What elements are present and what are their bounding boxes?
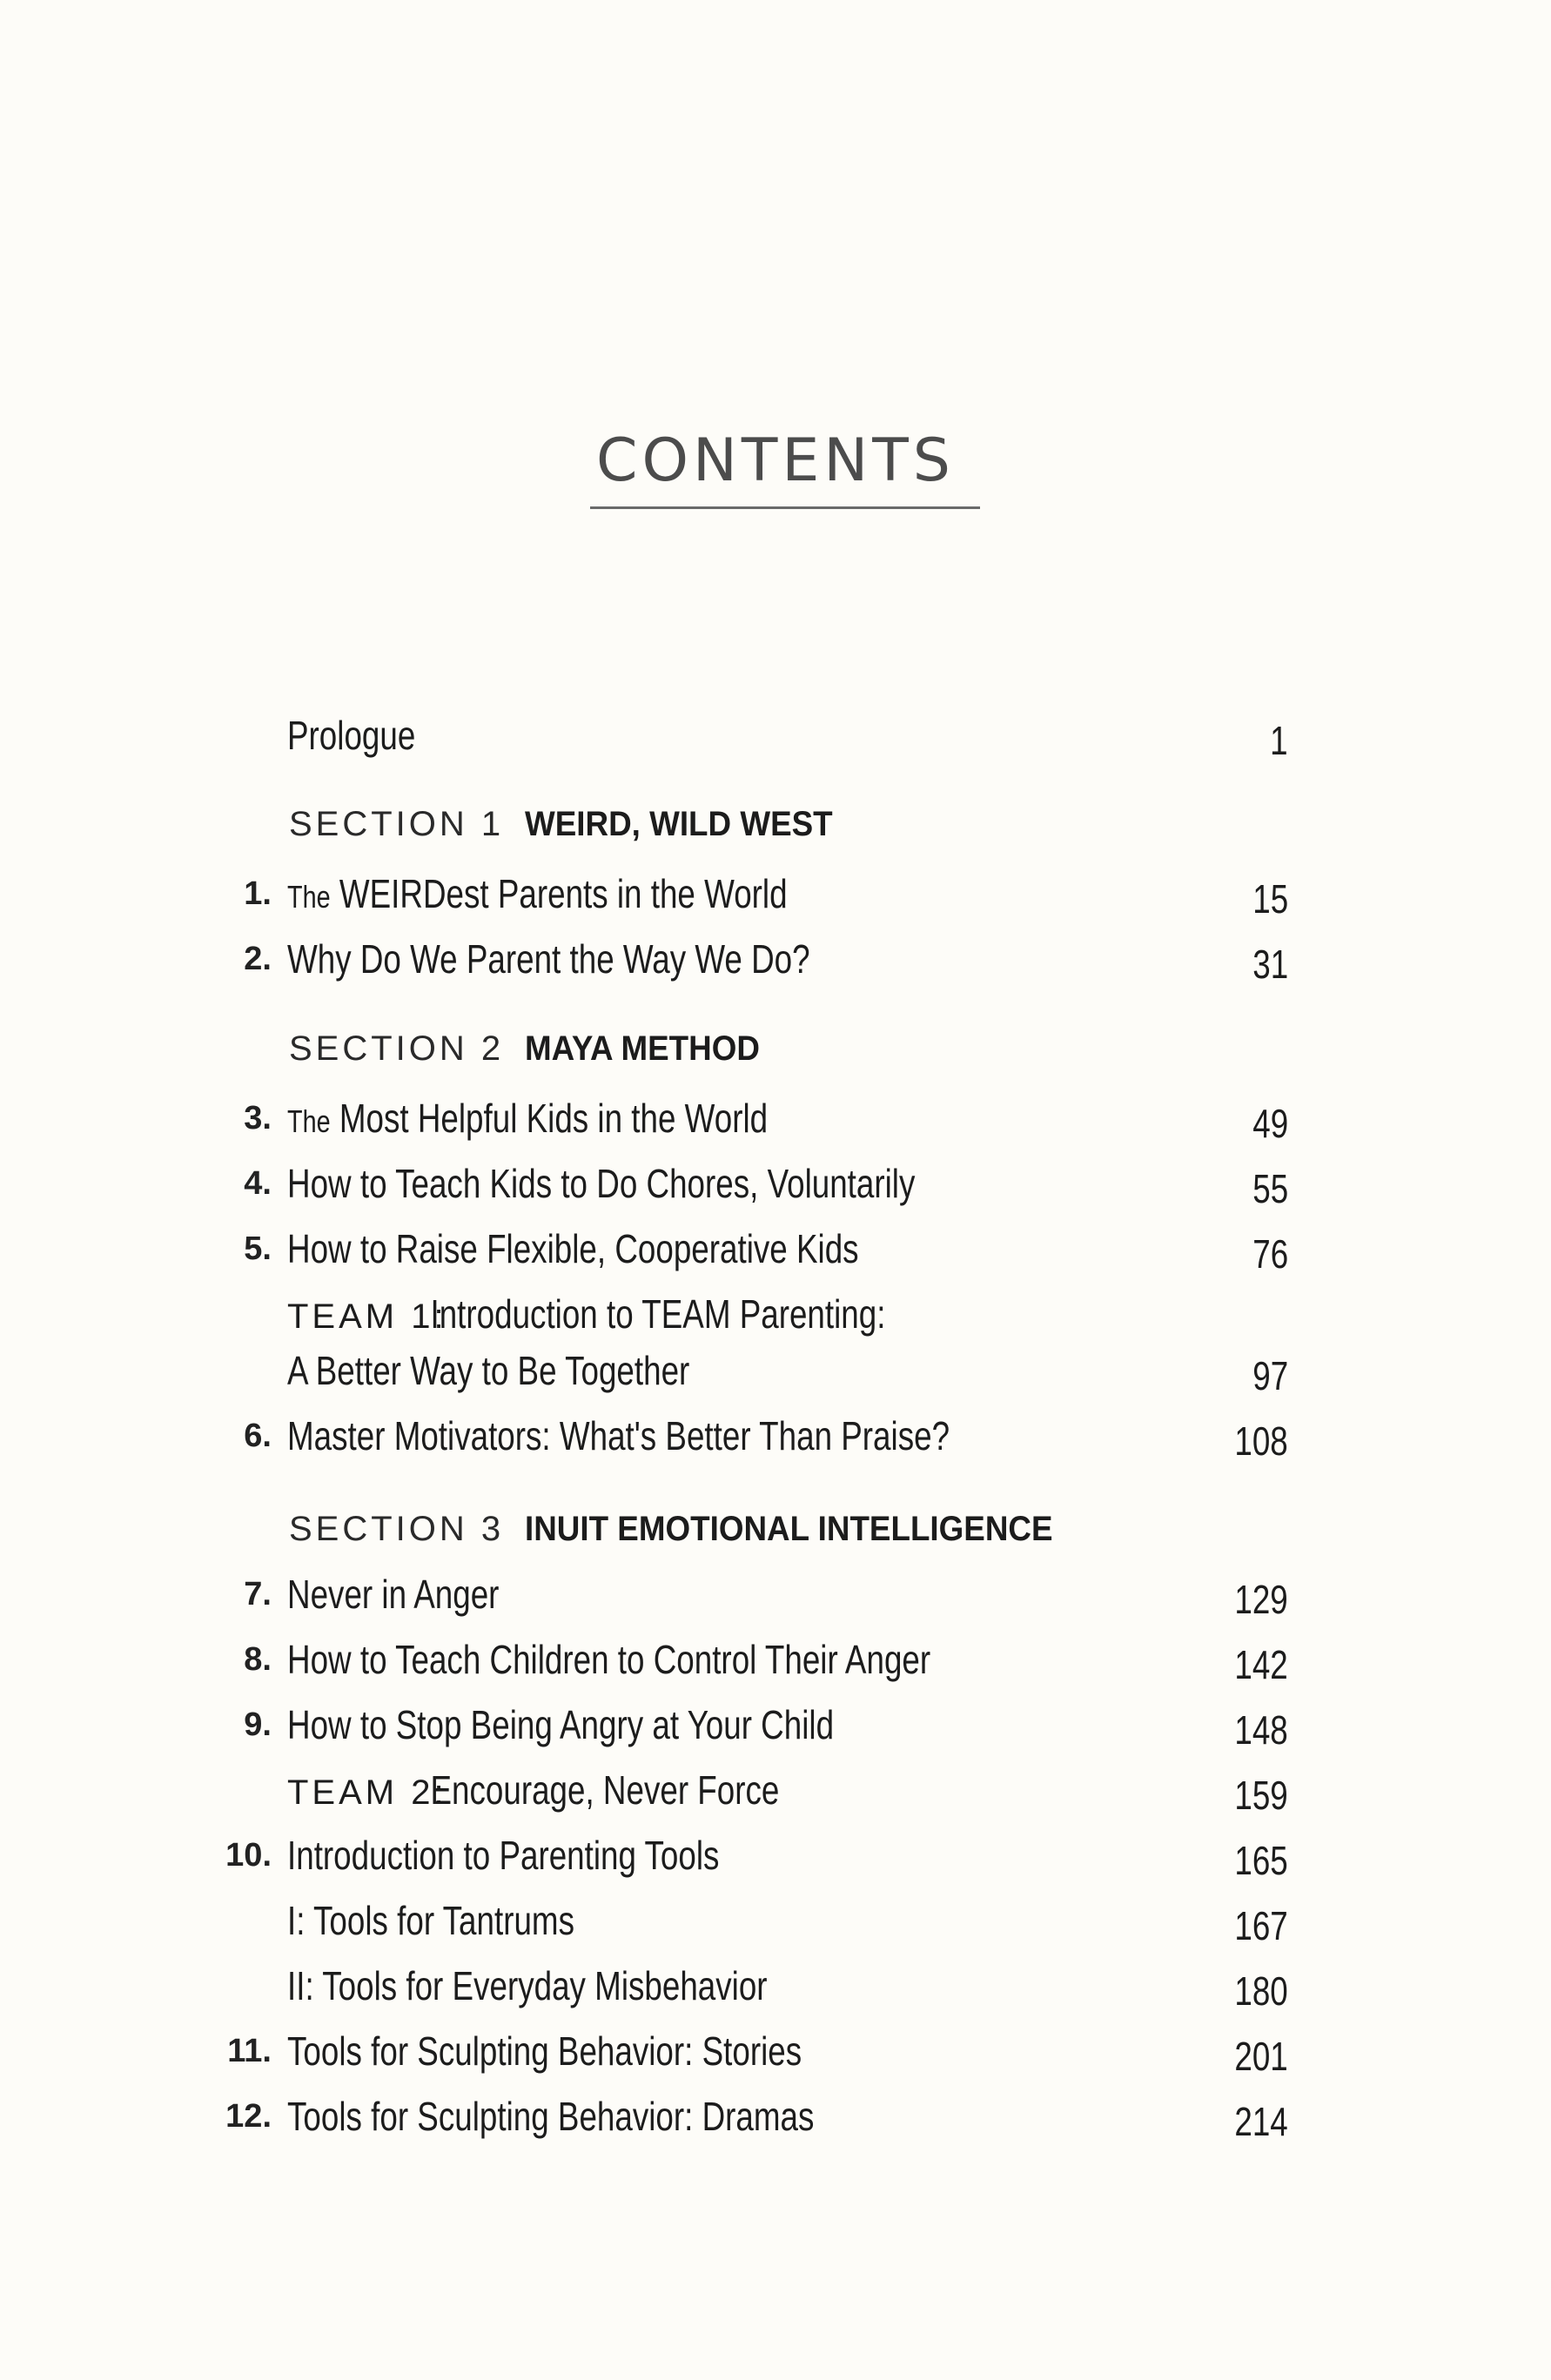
toc-entry (0, 1347, 1551, 1399)
chapter-number: 6. (244, 1418, 272, 1454)
title-text: Tools for Sculpting Behavior: Dramas (287, 2094, 815, 2139)
page-number: 159 (1234, 1773, 1288, 1818)
section-heading (289, 805, 1333, 857)
toc-entry (0, 1095, 1551, 1147)
chapter-number: 9. (244, 1706, 272, 1743)
toc-entry (0, 1160, 1551, 1212)
section-heading (289, 1510, 1333, 1562)
team-label: TEAM 1: (287, 1297, 447, 1336)
toc-entry (0, 1636, 1551, 1688)
section-label: SECTION 2 (289, 1029, 505, 1068)
page-number: 214 (1234, 2099, 1288, 2144)
page-number: 180 (1234, 1968, 1288, 2014)
page-number: 1 (1270, 718, 1288, 763)
toc-entry (0, 1767, 1551, 1819)
chapter-number: 4. (244, 1165, 272, 1202)
entry-title (287, 935, 810, 982)
toc-entry (0, 1897, 1551, 1949)
toc-entry (0, 1962, 1551, 2015)
title-text: Why Do We Parent the Way We Do? (287, 936, 810, 982)
toc-entry (0, 1412, 1551, 1465)
entry-title (287, 1897, 574, 1944)
title-text: WEIRDest Parents in the World (339, 871, 788, 916)
page-number: 31 (1252, 942, 1288, 987)
title-text: Introduction to TEAM Parenting: (430, 1291, 886, 1337)
chapter-number: 10. (225, 1837, 272, 1874)
chapter-number: 12. (225, 2098, 272, 2135)
title-text: Tools for Sculpting Behavior: Stories (287, 2028, 802, 2074)
section-label: SECTION 1 (289, 805, 505, 843)
section-name: WEIRD, WILD WEST (525, 805, 833, 843)
title-text: How to Teach Children to Control Their Anger (287, 1637, 931, 1682)
toc-entry (0, 935, 1551, 988)
title-text: I: Tools for Tantrums (287, 1898, 574, 1943)
title-text: How to Teach Kids to Do Chores, Voluntarily (287, 1161, 916, 1206)
page-number: 55 (1252, 1166, 1288, 1211)
title-text: Master Motivators: What's Better Than Praise? (287, 1413, 950, 1458)
entry-title (287, 1347, 689, 1394)
page-number: 108 (1234, 1418, 1288, 1464)
entry-title (287, 2093, 814, 2140)
team-label: TEAM 2: (287, 1773, 447, 1812)
title-text: Introduction to Parenting Tools (287, 1833, 720, 1878)
title-lead-word: The (287, 879, 331, 915)
title-text: II: Tools for Everyday Misbehavior (287, 1963, 768, 2008)
toc-entry (0, 712, 1551, 764)
section-heading (289, 1029, 1333, 1082)
entry-title (287, 2028, 802, 2075)
section-label: SECTION 3 (289, 1510, 505, 1548)
page-number: 165 (1234, 1838, 1288, 1883)
entry-title (287, 870, 788, 917)
page-number: 142 (1234, 1642, 1288, 1687)
page-number: 97 (1252, 1353, 1288, 1398)
title-text: Encourage, Never Force (430, 1767, 780, 1813)
title-text: A Better Way to Be Together (287, 1348, 690, 1393)
entry-title (287, 1095, 768, 1142)
page-number: 148 (1234, 1707, 1288, 1753)
page-number: 167 (1234, 1903, 1288, 1948)
title-text: Most Helpful Kids in the World (339, 1096, 769, 1141)
entry-title (287, 1962, 768, 2009)
toc-entry (0, 2093, 1551, 2145)
title-text: How to Raise Flexible, Cooperative Kids (287, 1226, 859, 1271)
entry-title (287, 1636, 930, 1683)
section-name: MAYA METHOD (525, 1029, 761, 1068)
toc-entry (0, 870, 1551, 922)
toc-entry (0, 1832, 1551, 1884)
toc-entry (0, 1701, 1551, 1753)
title-text: Never in Anger (287, 1572, 500, 1617)
chapter-number: 8. (244, 1641, 272, 1678)
entry-title (287, 1571, 499, 1618)
page-number: 129 (1234, 1577, 1288, 1622)
chapter-number: 7. (244, 1576, 272, 1612)
entry-title (287, 1832, 719, 1879)
entry-title (287, 1291, 885, 1337)
page-number: 201 (1234, 2034, 1288, 2079)
entry-title (287, 1767, 779, 1813)
toc-entry (0, 1571, 1551, 1623)
page-number: 49 (1252, 1101, 1288, 1146)
page-number: 15 (1252, 876, 1288, 922)
entry-title (287, 712, 415, 759)
toc-entry (0, 1225, 1551, 1277)
chapter-number: 3. (244, 1100, 272, 1136)
title-text: Prologue (287, 713, 416, 758)
chapter-number: 5. (244, 1230, 272, 1267)
toc-entry (0, 2028, 1551, 2080)
chapter-number: 2. (244, 941, 272, 977)
page-number: 76 (1252, 1231, 1288, 1277)
chapter-number: 1. (244, 875, 272, 912)
entry-title (287, 1701, 834, 1748)
entry-title (287, 1225, 859, 1272)
title-lead-word: The (287, 1103, 331, 1139)
section-name: INUIT EMOTIONAL INTELLIGENCE (525, 1510, 1053, 1548)
chapter-number: 11. (227, 2033, 272, 2069)
page-title: CONTENTS (596, 426, 955, 495)
toc-entry (0, 1291, 1551, 1343)
title-text: How to Stop Being Angry at Your Child (287, 1702, 835, 1747)
entry-title (287, 1412, 950, 1459)
entry-title (287, 1160, 915, 1207)
